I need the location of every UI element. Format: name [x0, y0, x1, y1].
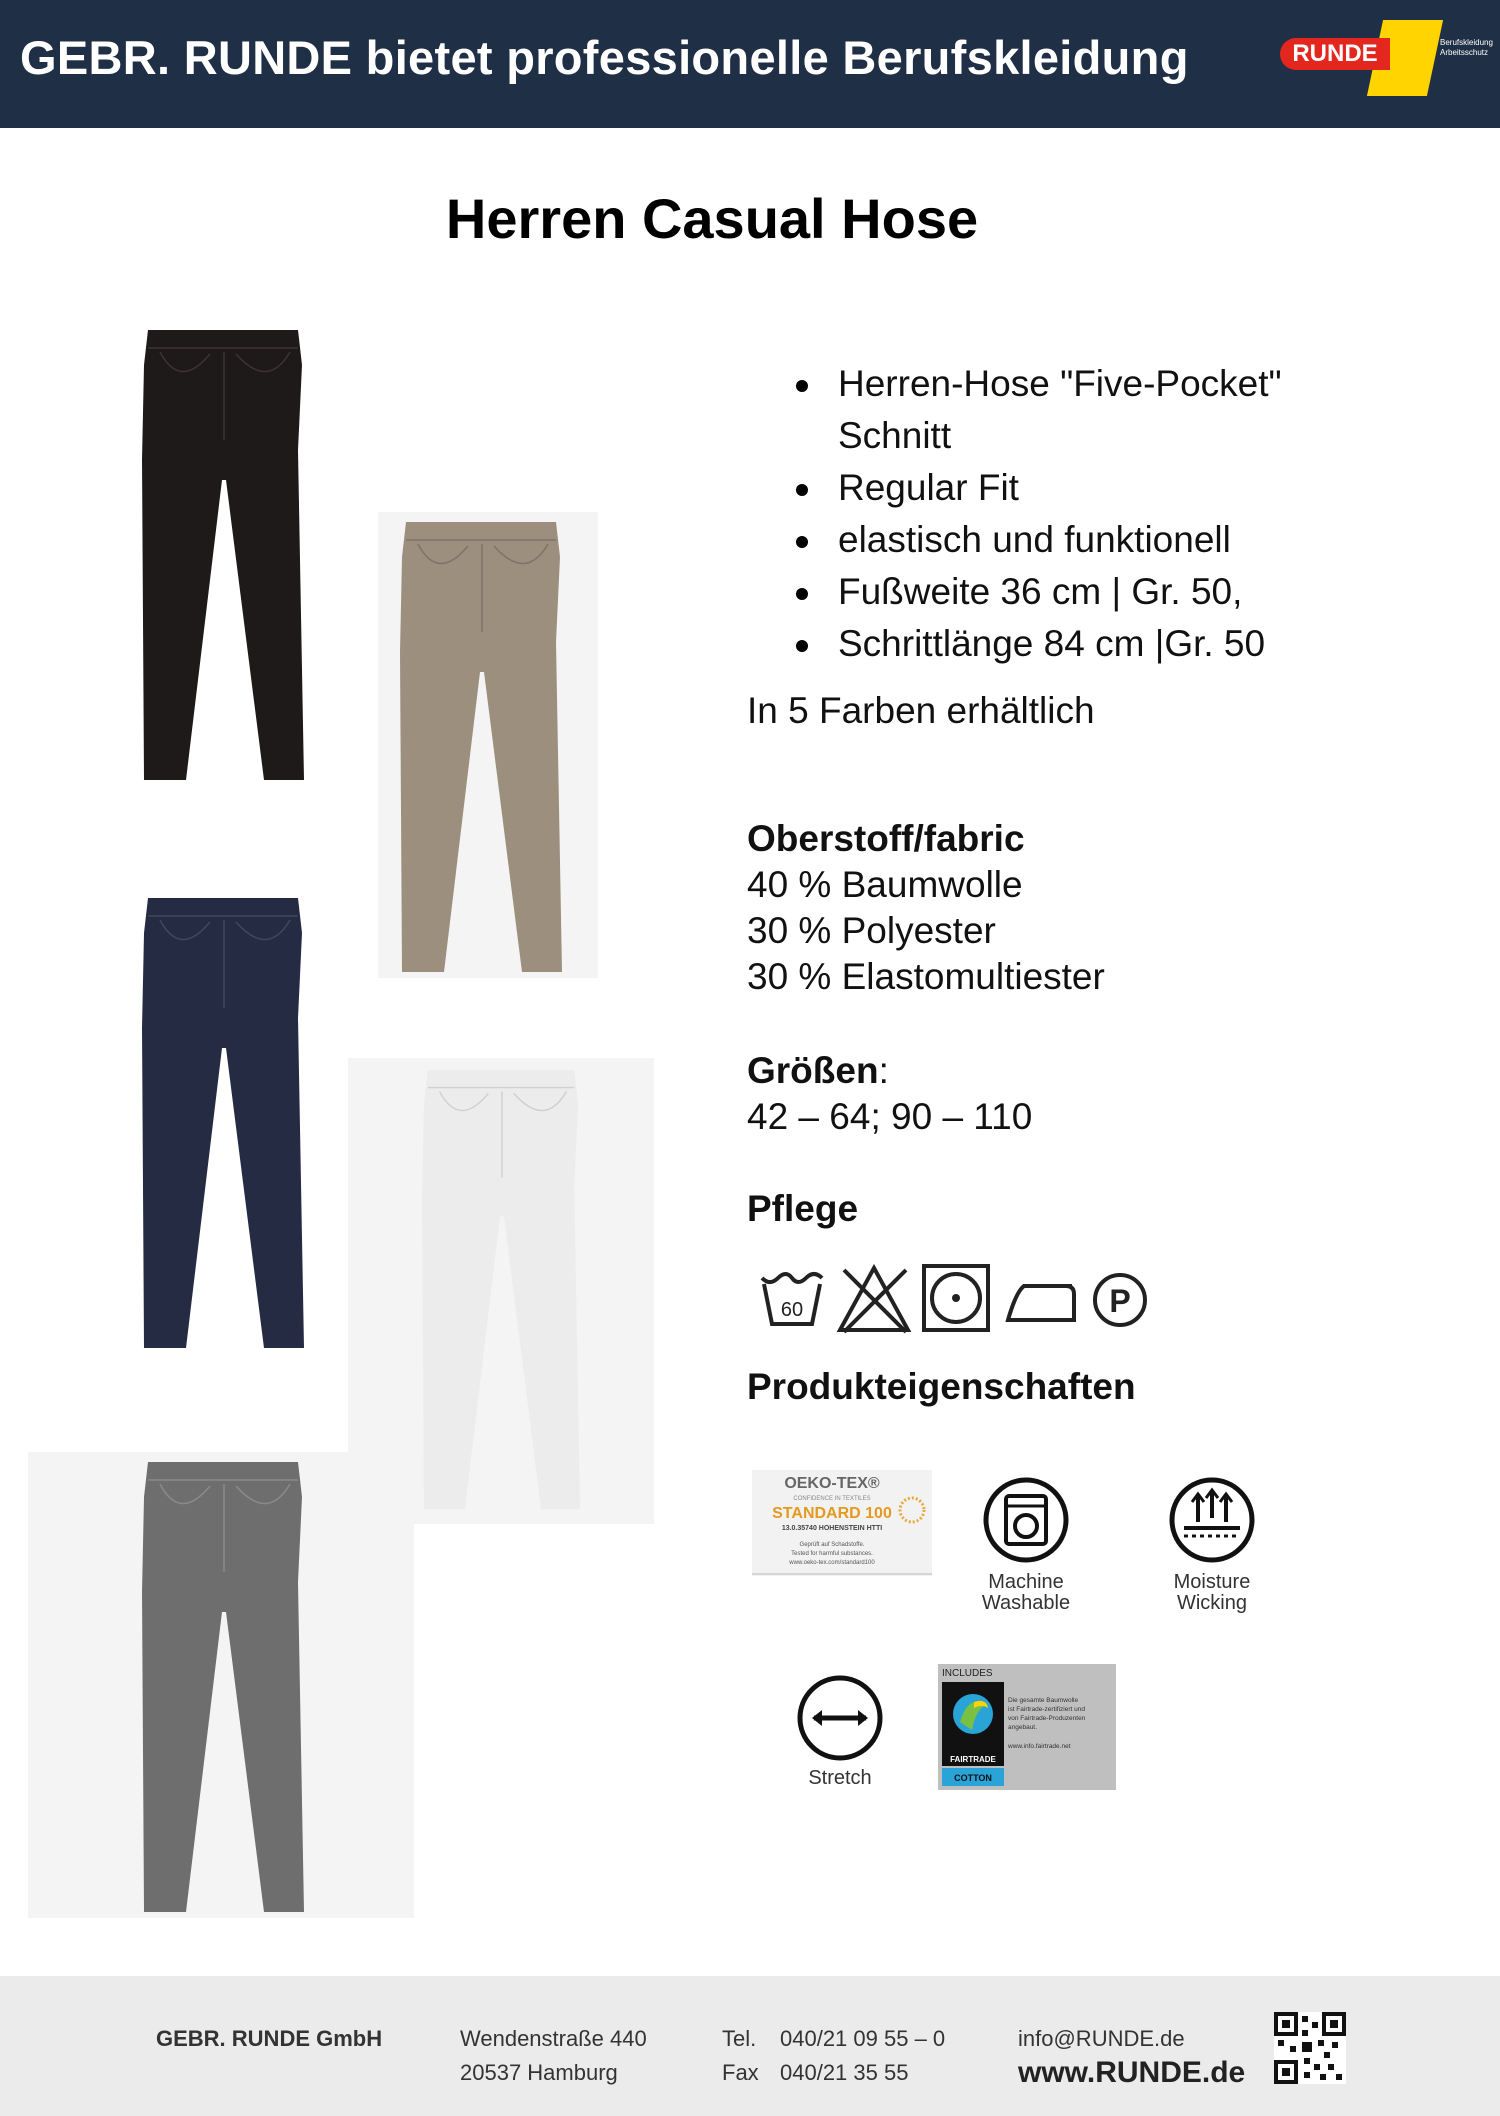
- footer-fax-label: Fax: [722, 2060, 759, 2085]
- svg-text:OEKO-TEX®: OEKO-TEX®: [784, 1475, 880, 1492]
- fabric-heading: Oberstoff/fabric: [747, 818, 1025, 859]
- grey-pants-image: [140, 1462, 310, 1917]
- fairtrade-badge: [938, 1664, 1116, 1790]
- svg-text:STANDARD 100: STANDARD 100: [772, 1505, 892, 1522]
- wash-60-icon: [756, 1262, 828, 1334]
- machine-washable-label: Machine Washable: [981, 1571, 1071, 1614]
- dry-clean-letter: P: [1109, 1283, 1131, 1319]
- stretch-label: Stretch: [808, 1767, 872, 1789]
- feature-item: elastisch und funktionell: [790, 514, 1338, 566]
- feature-item: Schrittlänge 84 cm |Gr. 50: [790, 618, 1338, 670]
- footer-company: GEBR. RUNDE GmbH: [156, 2026, 383, 2051]
- availability-text: In 5 Farben erhältlich: [747, 690, 1095, 731]
- svg-text:COTTON: COTTON: [954, 1773, 992, 1783]
- runde-logo[interactable]: [1280, 20, 1493, 100]
- oekotex-badge: [752, 1470, 932, 1576]
- footer-tel-label: Tel.: [722, 2026, 757, 2051]
- feature-item: Fußweite 36 cm | Gr. 50,: [790, 566, 1338, 618]
- svg-text:CONFIDENCE IN TEXTILES: CONFIDENCE IN TEXTILES: [793, 1496, 871, 1502]
- sizes-value: 42 – 64; 90 – 110: [747, 1096, 1033, 1137]
- qr-code-icon[interactable]: [1274, 2012, 1346, 2084]
- feature-item: Regular Fit: [790, 462, 1338, 514]
- svg-text:angebaut.: angebaut.: [1008, 1724, 1037, 1731]
- footer-fax: 040/21 35 55: [780, 2060, 909, 2085]
- sizes-heading: Größen: [747, 1050, 879, 1091]
- feature-list: [790, 358, 1338, 670]
- dry-clean-icon: [1090, 1262, 1150, 1334]
- svg-text:www.info.fairtrade.net: www.info.fairtrade.net: [1008, 1743, 1071, 1750]
- footer-city: 20537 Hamburg: [460, 2060, 618, 2085]
- svg-text:13.0.35740 HOHENSTEIN HTTI: 13.0.35740 HOHENSTEIN HTTI: [781, 1525, 883, 1532]
- header-bar: [0, 0, 1500, 128]
- logo-text: RUNDE: [1280, 38, 1390, 70]
- tumble-dry-icon: [920, 1262, 992, 1334]
- footer-web-link[interactable]: www.RUNDE.de: [1018, 2056, 1246, 2089]
- no-bleach-icon: [836, 1262, 912, 1334]
- svg-text:FAIRTRADE: FAIRTRADE: [950, 1755, 996, 1764]
- iron-icon: [1002, 1262, 1080, 1334]
- white-pants-image: [418, 1070, 588, 1514]
- stretch-icon: [796, 1674, 884, 1762]
- fabric-line: 30 % Elastomultiester: [747, 956, 1105, 997]
- logo-tagline: Berufskleidung Arbeitsschutz: [1440, 38, 1493, 57]
- svg-text:Geprüft auf Schadstoffe.: Geprüft auf Schadstoffe.: [799, 1542, 865, 1548]
- black-pants-image: [140, 330, 310, 785]
- sizes-heading-row: [747, 1050, 889, 1092]
- wash-temp-text: 60: [780, 1299, 804, 1321]
- footer-email-link[interactable]: info@RUNDE.de: [1018, 2026, 1185, 2051]
- sizes-colon: :: [878, 1050, 889, 1091]
- moisture-wicking-icon: [1168, 1476, 1256, 1564]
- svg-text:INCLUDES: INCLUDES: [942, 1668, 993, 1679]
- page-title: Herren Casual Hose: [445, 187, 979, 250]
- svg-text:ist Fairtrade-zertifiziert und: ist Fairtrade-zertifiziert und: [1008, 1706, 1085, 1713]
- svg-text:Tested for harmful substances.: Tested for harmful substances.: [791, 1551, 873, 1557]
- properties-heading: Produkteigenschaften: [747, 1366, 1136, 1407]
- footer-tel[interactable]: 040/21 09 55 – 0: [780, 2026, 946, 2051]
- navy-pants-image: [140, 898, 310, 1353]
- header-title: GEBR. RUNDE bietet professionelle Berufskleidung: [20, 31, 1189, 84]
- feature-item: Herren-Hose "Five-Pocket" Schnitt: [790, 358, 1338, 462]
- fabric-line: 40 % Baumwolle: [747, 864, 1023, 905]
- beige-pants-image: [398, 522, 568, 977]
- svg-text:Die gesamte Baumwolle: Die gesamte Baumwolle: [1008, 1697, 1079, 1704]
- machine-washable-icon: [982, 1476, 1070, 1564]
- footer: [0, 1976, 1500, 2116]
- footer-street: Wendenstraße 440: [460, 2026, 647, 2051]
- care-heading: Pflege: [747, 1188, 859, 1229]
- svg-text:www.oeko-tex.com/standard100: www.oeko-tex.com/standard100: [789, 1560, 875, 1566]
- fabric-line: 30 % Polyester: [747, 910, 996, 951]
- svg-text:von Fairtrade-Produzenten: von Fairtrade-Produzenten: [1008, 1715, 1086, 1722]
- moisture-wicking-label: Moisture Wicking: [1173, 1571, 1251, 1614]
